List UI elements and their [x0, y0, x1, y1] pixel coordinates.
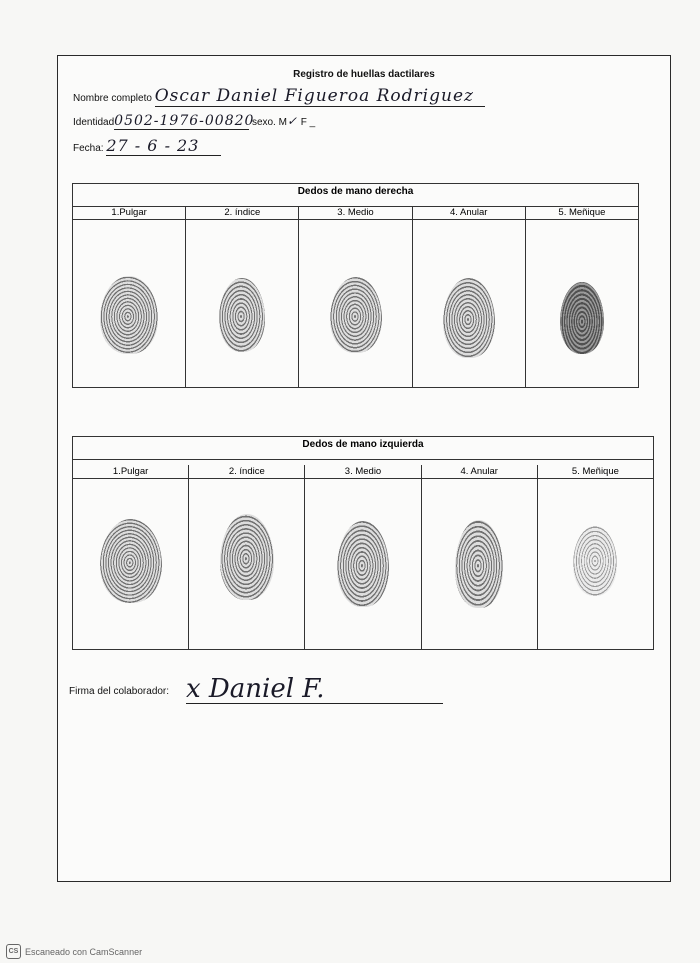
- identity-field: Identidad0502-1976-00820 sexo. M✓ F _: [73, 113, 316, 129]
- finger-label: 2. índice: [189, 465, 304, 479]
- fingerprint-image: [337, 521, 389, 607]
- right-thumb-cell: [73, 206, 186, 387]
- date-value: 27 - 6 - 23: [106, 136, 221, 156]
- scanner-footer: [6, 944, 142, 959]
- fingerprint-form-sheet: [57, 55, 671, 882]
- form-title: Registro de huellas dactilares: [293, 69, 435, 80]
- left-middle-cell: [305, 465, 421, 649]
- fingerprint-image: [330, 277, 382, 353]
- fingerprint-image: [100, 276, 158, 354]
- right-middle-cell: [299, 206, 412, 387]
- name-label: Nombre completo: [73, 93, 152, 104]
- finger-label: 5. Meñique: [538, 465, 653, 479]
- scanner-footer-text: Escaneado con CamScanner: [25, 946, 143, 957]
- finger-label: 3. Medio: [305, 465, 420, 479]
- finger-label: 1.Pulgar: [73, 465, 188, 479]
- left-little-cell: [538, 465, 653, 649]
- fingerprint-image: [560, 282, 604, 354]
- left-hand-table: [72, 436, 654, 650]
- signature-label: Firma del colaborador:: [69, 686, 170, 697]
- right-little-cell: [526, 206, 638, 387]
- identity-label: Identidad: [73, 117, 115, 128]
- left-ring-cell: [422, 465, 538, 649]
- left-thumb-cell: [73, 465, 189, 649]
- left-index-cell: [189, 465, 305, 649]
- signature-line: [186, 703, 443, 704]
- name-value: Oscar Daniel Figueroa Rodriguez: [155, 86, 485, 107]
- sex-f-label: F: [300, 117, 307, 128]
- camscanner-logo-icon: CS: [6, 944, 21, 959]
- sex-label: sexo. M: [251, 117, 287, 128]
- right-hand-table: [72, 183, 639, 388]
- finger-label: 4. Anular: [422, 465, 537, 479]
- fingerprint-image: [455, 520, 503, 608]
- right-index-cell: [186, 206, 299, 387]
- fingerprint-image: [443, 278, 495, 358]
- date-label: Fecha: [73, 143, 101, 154]
- date-field: Fecha: 27 - 6 - 23: [73, 136, 221, 156]
- signature-value: x Daniel F.: [186, 674, 325, 704]
- left-hand-header: Dedos de mano izquierda: [73, 437, 653, 460]
- fingerprint-image: [573, 526, 617, 596]
- finger-label: 3. Medio: [299, 206, 411, 220]
- identity-value: 0502-1976-00820: [114, 113, 255, 129]
- sex-mark: ✓: [286, 114, 299, 128]
- fingerprint-image: [219, 278, 265, 352]
- finger-label: 4. Anular: [413, 206, 525, 220]
- finger-label: 2. índice: [186, 206, 298, 220]
- right-ring-cell: [413, 206, 526, 387]
- right-hand-header: Dedos de mano derecha: [73, 184, 638, 207]
- fingerprint-image: [100, 519, 162, 603]
- fingerprint-image: [220, 514, 274, 600]
- finger-label: 1.Pulgar: [73, 206, 185, 220]
- finger-label: 5. Meñique: [526, 206, 638, 220]
- name-field: [73, 86, 485, 107]
